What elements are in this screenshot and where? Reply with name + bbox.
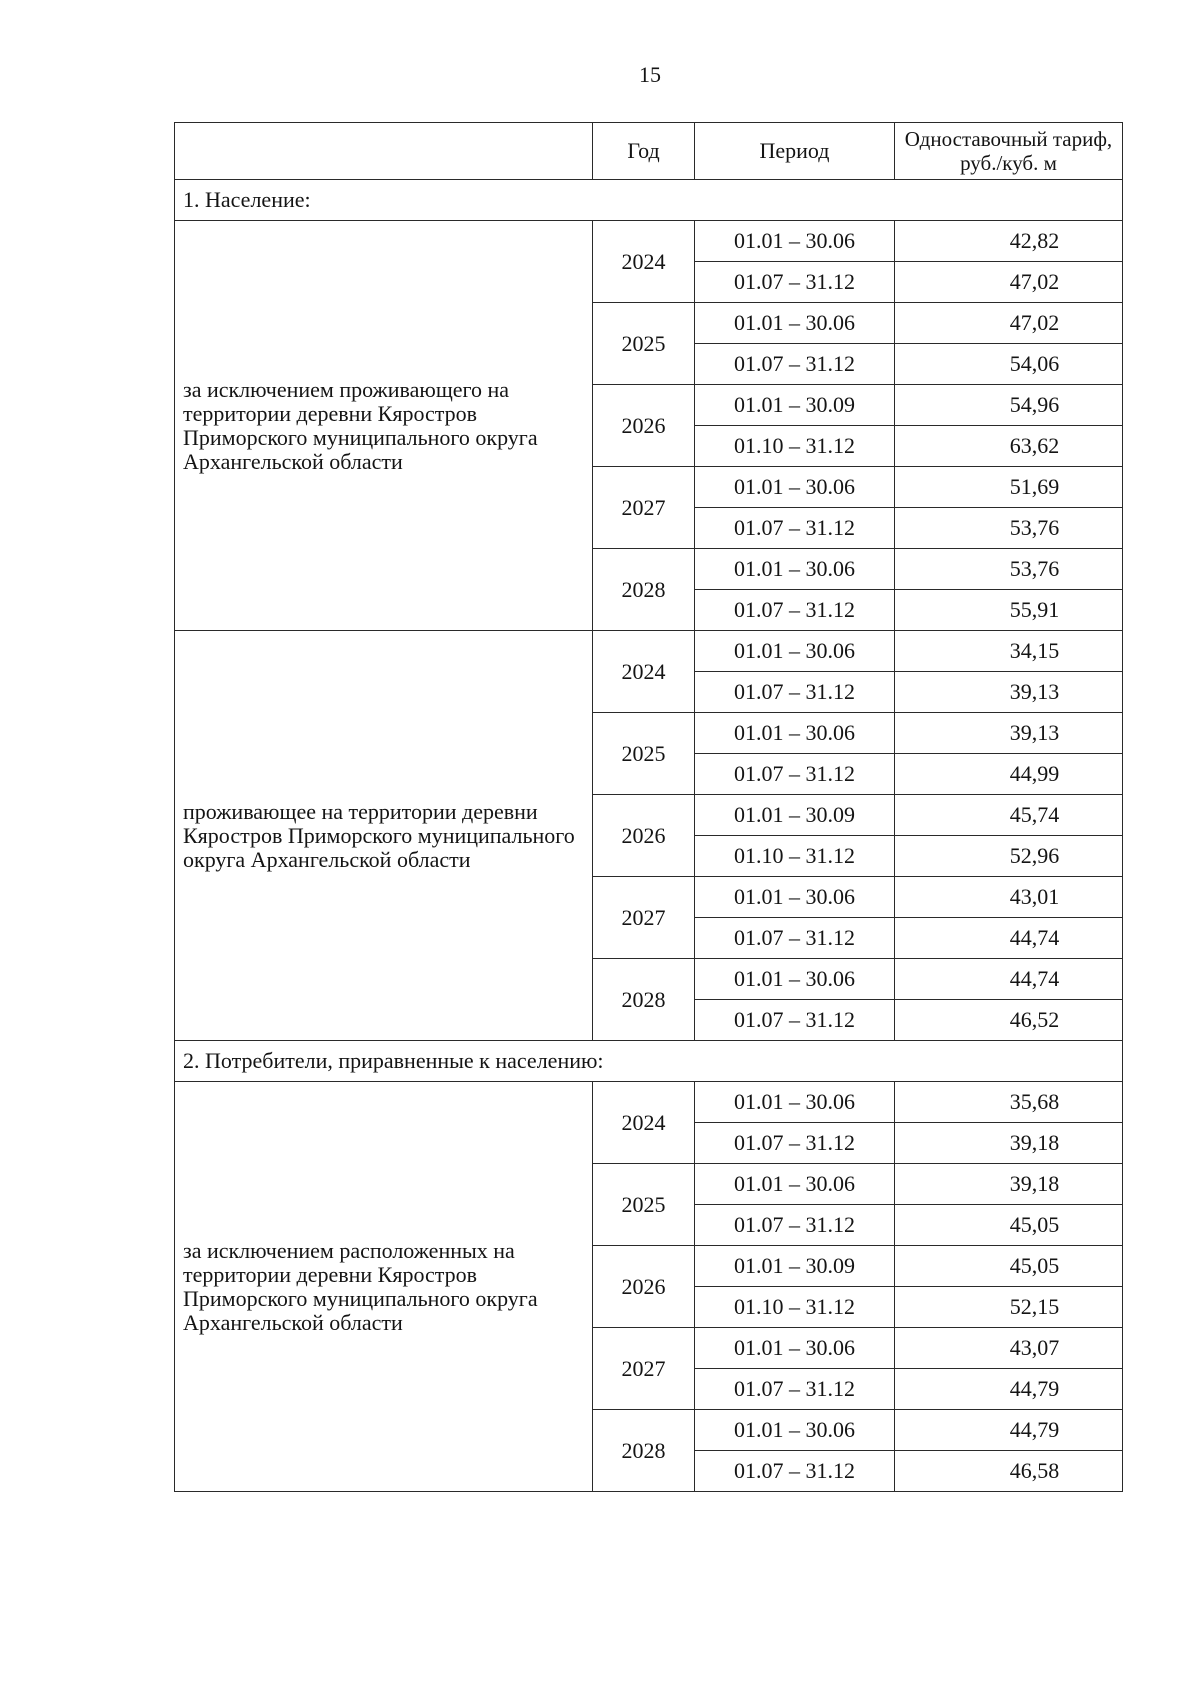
year-cell: 2027 — [593, 877, 695, 959]
year-cell: 2028 — [593, 549, 695, 631]
tariff-value-cell: 43,01 — [895, 877, 1123, 918]
period-cell: 01.07 – 31.12 — [695, 590, 895, 631]
year-cell: 2025 — [593, 303, 695, 385]
tariff-value-cell: 44,74 — [895, 918, 1123, 959]
period-cell: 01.01 – 30.06 — [695, 959, 895, 1000]
tariff-value-cell: 45,05 — [895, 1205, 1123, 1246]
section-row — [175, 180, 1123, 221]
tariff-value-cell: 52,96 — [895, 836, 1123, 877]
period-cell: 01.07 – 31.12 — [695, 672, 895, 713]
tariff-value-cell: 55,91 — [895, 590, 1123, 631]
tariff-value-cell: 39,18 — [895, 1164, 1123, 1205]
tariff-value-cell: 44,99 — [895, 754, 1123, 795]
period-cell: 01.07 – 31.12 — [695, 1451, 895, 1492]
tariff-value-cell: 39,13 — [895, 672, 1123, 713]
tariff-value-cell: 54,96 — [895, 385, 1123, 426]
year-cell: 2027 — [593, 467, 695, 549]
tariff-table-body — [175, 123, 1123, 1492]
period-cell: 01.07 – 31.12 — [695, 1369, 895, 1410]
period-cell: 01.07 – 31.12 — [695, 508, 895, 549]
table-row — [175, 1082, 1123, 1123]
year-cell: 2025 — [593, 713, 695, 795]
tariff-value-cell: 42,82 — [895, 221, 1123, 262]
tariff-value-cell: 35,68 — [895, 1082, 1123, 1123]
header-empty-cell — [175, 123, 593, 180]
tariff-value-cell: 43,07 — [895, 1328, 1123, 1369]
section-title: 1. Население: — [175, 180, 1123, 221]
period-cell: 01.01 – 30.06 — [695, 877, 895, 918]
period-cell: 01.07 – 31.12 — [695, 262, 895, 303]
period-cell: 01.01 – 30.06 — [695, 303, 895, 344]
table-row — [175, 221, 1123, 262]
year-cell: 2024 — [593, 221, 695, 303]
tariff-value-cell: 44,79 — [895, 1369, 1123, 1410]
group-description: за исключением проживающего на территории деревни Кяростров Приморского муниципального округа Архангельской области — [175, 221, 593, 631]
period-cell: 01.07 – 31.12 — [695, 754, 895, 795]
year-cell: 2025 — [593, 1164, 695, 1246]
year-cell: 2026 — [593, 385, 695, 467]
header-tariff: Одноставочный тариф, руб./куб. м — [895, 123, 1123, 180]
year-cell: 2026 — [593, 795, 695, 877]
period-cell: 01.01 – 30.09 — [695, 385, 895, 426]
tariff-value-cell: 39,13 — [895, 713, 1123, 754]
period-cell: 01.07 – 31.12 — [695, 1000, 895, 1041]
year-cell: 2028 — [593, 1410, 695, 1492]
tariff-value-cell: 53,76 — [895, 508, 1123, 549]
header-row — [175, 123, 1123, 180]
period-cell: 01.01 – 30.06 — [695, 549, 895, 590]
tariff-value-cell: 44,79 — [895, 1410, 1123, 1451]
tariff-table — [174, 122, 1123, 1492]
tariff-value-cell: 39,18 — [895, 1123, 1123, 1164]
period-cell: 01.01 – 30.06 — [695, 631, 895, 672]
tariff-value-cell: 53,76 — [895, 549, 1123, 590]
header-year: Год — [593, 123, 695, 180]
period-cell: 01.01 – 30.09 — [695, 1246, 895, 1287]
tariff-value-cell: 47,02 — [895, 303, 1123, 344]
header-period: Период — [695, 123, 895, 180]
tariff-value-cell: 45,74 — [895, 795, 1123, 836]
tariff-value-cell: 45,05 — [895, 1246, 1123, 1287]
table-row — [175, 631, 1123, 672]
section-row — [175, 1041, 1123, 1082]
group-description: за исключением расположенных на территории деревни Кяростров Приморского муниципального округа Архангельской области — [175, 1082, 593, 1492]
year-cell: 2027 — [593, 1328, 695, 1410]
period-cell: 01.01 – 30.06 — [695, 1164, 895, 1205]
tariff-value-cell: 47,02 — [895, 262, 1123, 303]
period-cell: 01.07 – 31.12 — [695, 1123, 895, 1164]
tariff-value-cell: 52,15 — [895, 1287, 1123, 1328]
tariff-value-cell: 44,74 — [895, 959, 1123, 1000]
period-cell: 01.01 – 30.06 — [695, 1082, 895, 1123]
year-cell: 2024 — [593, 631, 695, 713]
period-cell: 01.01 – 30.09 — [695, 795, 895, 836]
year-cell: 2024 — [593, 1082, 695, 1164]
period-cell: 01.10 – 31.12 — [695, 426, 895, 467]
period-cell: 01.01 – 30.06 — [695, 1410, 895, 1451]
period-cell: 01.01 – 30.06 — [695, 713, 895, 754]
tariff-value-cell: 51,69 — [895, 467, 1123, 508]
tariff-value-cell: 54,06 — [895, 344, 1123, 385]
section-title: 2. Потребители, приравненные к населению: — [175, 1041, 1123, 1082]
year-cell: 2028 — [593, 959, 695, 1041]
group-description: проживающее на территории деревни Кяростров Приморского муниципального округа Архангельской области — [175, 631, 593, 1041]
year-cell: 2026 — [593, 1246, 695, 1328]
tariff-value-cell: 46,52 — [895, 1000, 1123, 1041]
period-cell: 01.07 – 31.12 — [695, 344, 895, 385]
tariff-value-cell: 34,15 — [895, 631, 1123, 672]
period-cell: 01.07 – 31.12 — [695, 918, 895, 959]
period-cell: 01.10 – 31.12 — [695, 1287, 895, 1328]
period-cell: 01.10 – 31.12 — [695, 836, 895, 877]
tariff-value-cell: 63,62 — [895, 426, 1123, 467]
period-cell: 01.07 – 31.12 — [695, 1205, 895, 1246]
period-cell: 01.01 – 30.06 — [695, 467, 895, 508]
tariff-value-cell: 46,58 — [895, 1451, 1123, 1492]
page-number: 15 — [639, 62, 661, 87]
period-cell: 01.01 – 30.06 — [695, 221, 895, 262]
period-cell: 01.01 – 30.06 — [695, 1328, 895, 1369]
